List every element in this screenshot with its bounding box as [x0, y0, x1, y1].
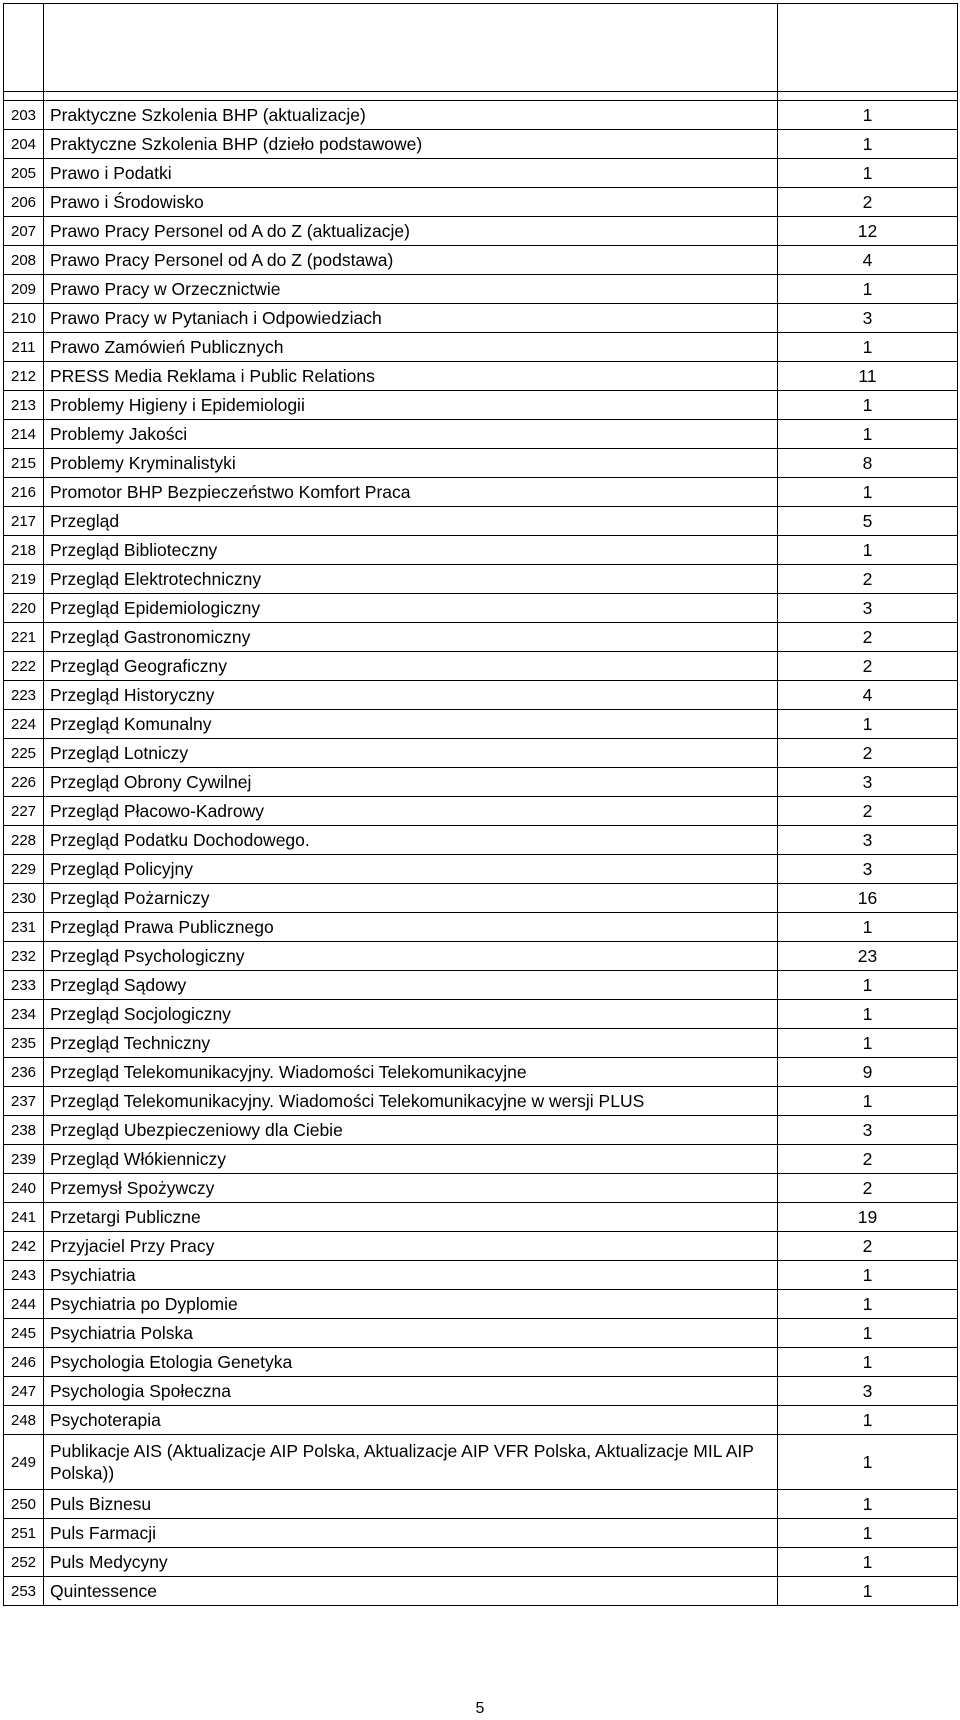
row-number: 217 [4, 507, 44, 536]
table-row [4, 768, 958, 797]
row-number: 214 [4, 420, 44, 449]
row-title: Psychologia Etologia Genetyka [44, 1348, 778, 1377]
row-quantity: 3 [778, 594, 958, 623]
row-quantity: 2 [778, 797, 958, 826]
row-quantity: 1 [778, 1290, 958, 1319]
row-quantity: 11 [778, 362, 958, 391]
row-title: Przegląd Biblioteczny [44, 536, 778, 565]
table-row [4, 217, 958, 246]
row-title: Przegląd Sądowy [44, 971, 778, 1000]
row-title: Problemy Higieny i Epidemiologii [44, 391, 778, 420]
header-quantity [778, 4, 958, 92]
row-number: 243 [4, 1261, 44, 1290]
table-row [4, 1348, 958, 1377]
row-quantity: 2 [778, 1174, 958, 1203]
row-title: Przegląd Elektrotechniczny [44, 565, 778, 594]
row-number: 241 [4, 1203, 44, 1232]
row-title: Prawo Zamówień Publicznych [44, 333, 778, 362]
table-row [4, 188, 958, 217]
row-title: Przegląd Geograficzny [44, 652, 778, 681]
row-title: Problemy Kryminalistyki [44, 449, 778, 478]
row-quantity: 3 [778, 826, 958, 855]
row-title: Prawo Pracy w Pytaniach i Odpowiedziach [44, 304, 778, 333]
row-quantity: 3 [778, 304, 958, 333]
table-row [4, 1029, 958, 1058]
row-number: 230 [4, 884, 44, 913]
row-title: Prawo Pracy Personel od A do Z (aktualizacje) [44, 217, 778, 246]
row-number: 247 [4, 1377, 44, 1406]
row-number: 225 [4, 739, 44, 768]
header-spacer-row [4, 92, 958, 101]
header-quantity-line2: egzemplarzy [810, 50, 925, 72]
row-quantity: 23 [778, 942, 958, 971]
table-row [4, 681, 958, 710]
row-title: Przegląd Techniczny [44, 1029, 778, 1058]
table-row [4, 478, 958, 507]
row-number: 237 [4, 1087, 44, 1116]
row-title: Przegląd Lotniczy [44, 739, 778, 768]
table-row [4, 1145, 958, 1174]
row-title: Przegląd Podatku Dochodowego. [44, 826, 778, 855]
row-number: 236 [4, 1058, 44, 1087]
row-title: Przegląd Prawa Publicznego [44, 913, 778, 942]
row-quantity: 1 [778, 1261, 958, 1290]
table-row [4, 391, 958, 420]
table-row [4, 275, 958, 304]
row-quantity: 16 [778, 884, 958, 913]
row-quantity: 1 [778, 391, 958, 420]
publications-table [3, 3, 958, 1606]
table-row [4, 1261, 958, 1290]
page-number: 5 [475, 1700, 485, 1717]
row-number: 209 [4, 275, 44, 304]
row-number: 231 [4, 913, 44, 942]
row-number: 250 [4, 1490, 44, 1519]
table-row [4, 826, 958, 855]
row-number: 210 [4, 304, 44, 333]
row-quantity: 2 [778, 1145, 958, 1174]
row-title: Puls Farmacji [44, 1519, 778, 1548]
row-number: 233 [4, 971, 44, 1000]
table-row [4, 1435, 958, 1490]
row-quantity: 1 [778, 275, 958, 304]
row-title: Przetargi Publiczne [44, 1203, 778, 1232]
row-quantity: 1 [778, 1406, 958, 1435]
row-quantity: 1 [778, 1490, 958, 1519]
row-title: Prawo i Podatki [44, 159, 778, 188]
row-quantity: 4 [778, 246, 958, 275]
row-title: PRESS Media Reklama i Public Relations [44, 362, 778, 391]
row-title: Prawo Pracy w Orzecznictwie [44, 275, 778, 304]
row-number: 239 [4, 1145, 44, 1174]
row-quantity: 1 [778, 130, 958, 159]
row-title: Prawo Pracy Personel od A do Z (podstawa) [44, 246, 778, 275]
row-number: 207 [4, 217, 44, 246]
row-number: 226 [4, 768, 44, 797]
row-title: Psychiatria po Dyplomie [44, 1290, 778, 1319]
row-quantity: 1 [778, 478, 958, 507]
table-row [4, 101, 958, 130]
row-number: 224 [4, 710, 44, 739]
table-body [4, 92, 958, 1606]
row-number: 204 [4, 130, 44, 159]
row-number: 215 [4, 449, 44, 478]
row-title: Przegląd Telekomunikacyjny. Wiadomości Telekomunikacyjne [44, 1058, 778, 1087]
row-number: 234 [4, 1000, 44, 1029]
table-row [4, 623, 958, 652]
row-quantity: 1 [778, 1348, 958, 1377]
table-row [4, 594, 958, 623]
table-row [4, 710, 958, 739]
row-number: 249 [4, 1435, 44, 1490]
table-row [4, 1319, 958, 1348]
row-number: 232 [4, 942, 44, 971]
row-quantity: 3 [778, 1377, 958, 1406]
row-title: Przegląd Obrony Cywilnej [44, 768, 778, 797]
row-number: 212 [4, 362, 44, 391]
table-row [4, 333, 958, 362]
row-quantity: 19 [778, 1203, 958, 1232]
row-title: Przegląd Gastronomiczny [44, 623, 778, 652]
row-title: Przegląd Epidemiologiczny [44, 594, 778, 623]
table-row [4, 1232, 958, 1261]
row-quantity: 1 [778, 913, 958, 942]
row-quantity: 1 [778, 1319, 958, 1348]
row-title: Promotor BHP Bezpieczeństwo Komfort Praca [44, 478, 778, 507]
row-quantity: 2 [778, 623, 958, 652]
row-number: 222 [4, 652, 44, 681]
table-row [4, 1116, 958, 1145]
row-quantity: 8 [778, 449, 958, 478]
table-row [4, 1290, 958, 1319]
table-row [4, 1000, 958, 1029]
table-row [4, 942, 958, 971]
row-quantity: 2 [778, 652, 958, 681]
row-number: 208 [4, 246, 44, 275]
row-quantity: 2 [778, 188, 958, 217]
table-row [4, 159, 958, 188]
row-title: Przegląd Komunalny [44, 710, 778, 739]
table-row [4, 1058, 958, 1087]
row-title: Przegląd Psychologiczny [44, 942, 778, 971]
row-number: 238 [4, 1116, 44, 1145]
row-quantity: 1 [778, 1548, 958, 1577]
table-row [4, 449, 958, 478]
table-row [4, 536, 958, 565]
row-quantity: 1 [778, 1435, 958, 1490]
table-row [4, 913, 958, 942]
row-title: Przegląd Policyjny [44, 855, 778, 884]
row-number: 235 [4, 1029, 44, 1058]
table-row [4, 1377, 958, 1406]
row-quantity: 1 [778, 333, 958, 362]
row-number: 244 [4, 1290, 44, 1319]
row-quantity: 1 [778, 710, 958, 739]
header-title: Tytuł prasowy [44, 4, 778, 92]
table-row [4, 130, 958, 159]
row-number: 221 [4, 623, 44, 652]
row-title: Psychiatria Polska [44, 1319, 778, 1348]
row-number: 205 [4, 159, 44, 188]
row-title: Puls Medycyny [44, 1548, 778, 1577]
row-number: 213 [4, 391, 44, 420]
row-number: 240 [4, 1174, 44, 1203]
table-row [4, 652, 958, 681]
row-title: Przegląd Płacowo-Kadrowy [44, 797, 778, 826]
row-title: Prawo i Środowisko [44, 188, 778, 217]
row-number: 252 [4, 1548, 44, 1577]
row-quantity: 1 [778, 536, 958, 565]
header-lp: Lp. [4, 4, 44, 92]
row-title: Publikacje AIS (Aktualizacje AIP Polska, Aktualizacje AIP VFR Polska, Aktualizacje MIL AIP Polska)) [44, 1435, 778, 1490]
row-number: 223 [4, 681, 44, 710]
table-row [4, 855, 958, 884]
row-title: Przegląd Socjologiczny [44, 1000, 778, 1029]
row-number: 248 [4, 1406, 44, 1435]
table-row [4, 1406, 958, 1435]
row-number: 246 [4, 1348, 44, 1377]
table-row [4, 971, 958, 1000]
row-number: 206 [4, 188, 44, 217]
row-title: Przegląd Pożarniczy [44, 884, 778, 913]
row-title: Psychoterapia [44, 1406, 778, 1435]
table-row [4, 1577, 958, 1606]
row-quantity: 5 [778, 507, 958, 536]
table-row [4, 1519, 958, 1548]
row-quantity: 1 [778, 1000, 958, 1029]
row-quantity: 1 [778, 101, 958, 130]
row-quantity: 3 [778, 1116, 958, 1145]
row-quantity: 2 [778, 739, 958, 768]
table-row [4, 507, 958, 536]
table-row [4, 884, 958, 913]
row-title: Quintessence [44, 1577, 778, 1606]
table-row [4, 565, 958, 594]
row-title: Przegląd Włókienniczy [44, 1145, 778, 1174]
table-row [4, 1490, 958, 1519]
row-title: Przemysł Spożywczy [44, 1174, 778, 1203]
row-quantity: 3 [778, 855, 958, 884]
row-number: 242 [4, 1232, 44, 1261]
row-quantity: 9 [778, 1058, 958, 1087]
table-row [4, 1087, 958, 1116]
row-number: 228 [4, 826, 44, 855]
header-quantity-line1: Ilości [843, 23, 892, 45]
row-number: 253 [4, 1577, 44, 1606]
row-number: 245 [4, 1319, 44, 1348]
row-title: Przyjaciel Przy Pracy [44, 1232, 778, 1261]
row-title: Praktyczne Szkolenia BHP (dzieło podstawowe) [44, 130, 778, 159]
table-row [4, 1203, 958, 1232]
table-row [4, 739, 958, 768]
table-row [4, 1548, 958, 1577]
row-number: 211 [4, 333, 44, 362]
row-title: Przegląd Ubezpieczeniowy dla Ciebie [44, 1116, 778, 1145]
row-quantity: 1 [778, 1577, 958, 1606]
table-row [4, 1174, 958, 1203]
row-title: Psychiatria [44, 1261, 778, 1290]
row-quantity: 4 [778, 681, 958, 710]
row-quantity: 1 [778, 1519, 958, 1548]
row-number: 216 [4, 478, 44, 507]
row-title: Puls Biznesu [44, 1490, 778, 1519]
row-number: 229 [4, 855, 44, 884]
row-quantity: 2 [778, 565, 958, 594]
row-quantity: 12 [778, 217, 958, 246]
row-title: Przegląd Historyczny [44, 681, 778, 710]
row-title: Problemy Jakości [44, 420, 778, 449]
row-number: 251 [4, 1519, 44, 1548]
row-quantity: 1 [778, 971, 958, 1000]
table-row [4, 420, 958, 449]
row-number: 219 [4, 565, 44, 594]
row-quantity: 3 [778, 768, 958, 797]
row-number: 203 [4, 101, 44, 130]
table-row [4, 362, 958, 391]
table-row [4, 246, 958, 275]
table-row [4, 304, 958, 333]
row-number: 220 [4, 594, 44, 623]
row-number: 218 [4, 536, 44, 565]
row-quantity: 2 [778, 1232, 958, 1261]
table-row [4, 797, 958, 826]
row-quantity: 1 [778, 1029, 958, 1058]
row-title: Psychologia Społeczna [44, 1377, 778, 1406]
row-title: Przegląd [44, 507, 778, 536]
row-quantity: 1 [778, 159, 958, 188]
header-row [4, 4, 958, 92]
row-number: 227 [4, 797, 44, 826]
row-quantity: 1 [778, 1087, 958, 1116]
row-quantity: 1 [778, 420, 958, 449]
row-title: Przegląd Telekomunikacyjny. Wiadomości Telekomunikacyjne w wersji PLUS [44, 1087, 778, 1116]
row-title: Praktyczne Szkolenia BHP (aktualizacje) [44, 101, 778, 130]
